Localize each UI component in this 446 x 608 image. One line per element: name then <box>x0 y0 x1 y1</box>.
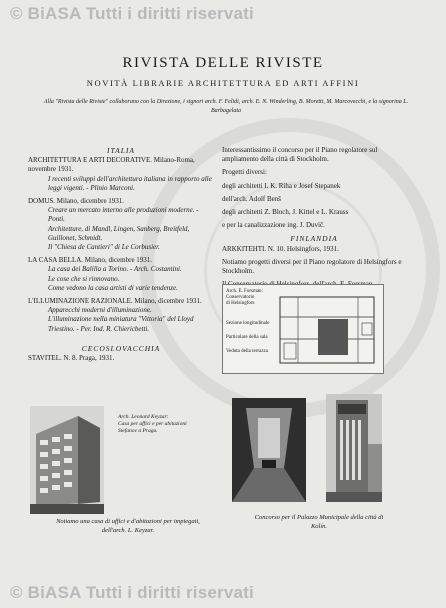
entry-head: DOMUS. Milano, dicembre 1931. <box>28 197 125 206</box>
right-intro-line: degli architetti Z. Bloch, J. Kittel e L. Krauss <box>222 208 349 217</box>
right-intro-line: degli architetti I. K. Riha e Josef Stepanek <box>222 181 341 190</box>
plan-label: Particolare della sala <box>226 335 268 340</box>
plan-label: Conservatorio <box>226 295 255 300</box>
section-drawing <box>278 289 378 369</box>
entry-article: Architetture, di Mandl, Lingen, Sanberg, Breitfeld, Guillonet, Schmidt. <box>48 224 190 242</box>
entry-article: Creare un mercato interno alle produzioni moderne. - Ponti. <box>48 206 199 224</box>
town-hall-photo <box>326 394 382 502</box>
watermark-top: © BiASA Tutti i diritti riservati <box>10 4 254 23</box>
review-entry <box>28 256 214 293</box>
entry-head: ARKKITEHTI. N. 10. Helsingfors, 1931. <box>222 244 339 253</box>
entry-article: La casa dei Balilla a Torino. - Arch. Costantini. <box>48 265 182 274</box>
conservatory-section-figure <box>222 284 384 374</box>
entry-head: L'ILLUMINAZIONE RAZIONALE. Milano, dicembre 1931. <box>28 297 202 306</box>
watermark-bottom: © BiASA Tutti i diritti riservati <box>10 583 254 602</box>
plan-label: di Helsingfors <box>226 301 255 306</box>
country-heading: CECOSLOVACCHIA <box>81 343 161 353</box>
review-entry <box>28 297 214 334</box>
right-intro-line: dell'arch. Adolf Benš <box>222 194 281 203</box>
left-entries <box>28 156 214 334</box>
plan-label: Sezione longitudinale <box>226 321 270 326</box>
page-title: RIVISTA DELLE RIVISTE <box>122 55 324 71</box>
hall-interior-photo <box>232 398 306 502</box>
country-heading: ITALIA <box>107 146 135 155</box>
entry-article: Il "Chiesa de Cantieri" di Le Corbusier. <box>48 243 160 252</box>
right-intro-line: Progetti diversi: <box>222 168 267 177</box>
entry-article: L'illuminazione nella miniatura "Vittoria" del Lloyd Triestino. - Per. Ind. R. Chiericbetti. <box>48 315 194 333</box>
office-building-photo <box>30 406 104 514</box>
plan-label: Veduta della terrazza <box>226 349 268 354</box>
entry-head: ARCHITETTURA E ARTI DECORATIVE. Milano-Roma, novembre 1931. <box>28 156 195 174</box>
intro-text: Alla "Rivista delle Riviste" collaborano con la Direzione, i signori arch. F. Felidi, arch. E. N. Winderling, B. Moretti, M. Marcovecchi, e la signorina L. Barbagelata <box>43 99 409 114</box>
page-subtitle: NOVITÀ LIBRARIE ARCHITETTURA ED ARTI AFFINI <box>86 78 360 88</box>
right-intro-line: Interessantissimo il concorso per il Piano regolatore sul ampliamento della città di Stockholm. <box>222 146 378 164</box>
right-intro-line: e per la canalizzazione ing. J. Duvič. <box>222 221 325 230</box>
country-heading: FINLANDIA <box>290 234 338 244</box>
right-column <box>218 146 410 293</box>
plan-label: Arch. E. Forsman: <box>226 289 263 294</box>
keyzar-caption <box>118 414 204 435</box>
entry-article: Apparecchi moderni d'illuminazione. <box>48 306 152 315</box>
left-column <box>28 146 214 367</box>
keyzar-caption-line: Stefanov a Praga. <box>118 428 158 434</box>
review-entry <box>28 197 214 252</box>
entry-article: I recenti sviluppi dell'architettura italiana in rapporto alle leggi vigenti. - Plinio Marconi. <box>48 174 212 192</box>
caption-right: Concorso per il Palazzo Municipale della città di Kolín. <box>254 514 384 530</box>
review-entry <box>28 156 214 193</box>
entry-article: Come vedono la casa artisti di varie tendenze. <box>48 283 178 292</box>
keyzar-caption-line: Arch. Leonard Keyzar: <box>118 414 169 420</box>
keyzar-caption-line: Casa per uffici e per abitazioni <box>118 421 187 427</box>
caption-left: Notiamo una casa di uffici e d'abitazioni per impiegati, dell'arch. L. Keyzar. <box>56 518 200 534</box>
right-intro <box>218 146 410 230</box>
finland-line: Notiamo progetti diversi per il Piano regolatore di Helsingfors e Stockholm. <box>222 257 402 276</box>
entry-head: LA CASA BELLA. Milano, dicembre 1931. <box>28 256 153 265</box>
entry-article: Le cose che si rinnovano. <box>48 274 120 283</box>
entry-head: STAVITEL. N. 8. Praga, 1931. <box>28 354 115 363</box>
